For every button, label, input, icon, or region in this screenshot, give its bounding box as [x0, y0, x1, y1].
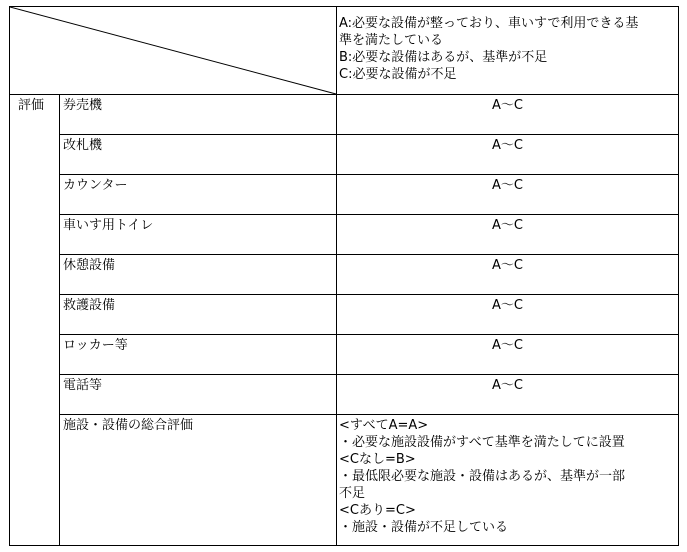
item-label: 改札機 [63, 138, 103, 153]
side-label: 評価 [18, 98, 45, 113]
item-label: カウンター [63, 178, 128, 193]
item-value: A～C [492, 378, 523, 393]
evaluation-table [9, 6, 679, 546]
item-label: 救護設備 [63, 298, 116, 313]
item-value: A～C [492, 138, 523, 153]
item-value: A～C [492, 338, 523, 353]
criteria-line: ・最低限必要な施設・設備はあるが、基準が一部 [339, 469, 626, 484]
item-value: A～C [492, 98, 523, 113]
item-label: 車いす用トイレ [63, 218, 154, 233]
item-label: 電話等 [63, 378, 103, 393]
legend-line: A:必要な設備が整っており、車いすで利用できる基 [339, 16, 639, 31]
item-value: A～C [492, 258, 523, 273]
criteria-line: ・必要な施設設備がすべて基準を満たしてに設置 [339, 435, 625, 450]
col-divider-side [59, 94, 60, 545]
criteria-line: ・施設・設備が不足している [339, 520, 509, 535]
item-label: ロッカー等 [63, 338, 128, 353]
item-label: 休憩設備 [63, 258, 116, 273]
criteria-line: <すべてA=A> [339, 418, 429, 433]
legend-line: C:必要な設備が不足 [339, 67, 457, 82]
legend-line: B:必要な設備はあるが、基準が不足 [339, 50, 548, 65]
col-divider-value [336, 7, 337, 545]
overall-criteria [339, 417, 679, 536]
criteria-line: <Cなし=B> [339, 452, 416, 467]
grade-legend [339, 15, 679, 83]
item-value: A～C [492, 298, 523, 313]
criteria-line: 不足 [339, 486, 366, 501]
legend-line: 準を満たしている [339, 33, 444, 48]
overall-label: 施設・設備の総合評価 [63, 418, 194, 433]
criteria-line: <Cあり=C> [339, 503, 416, 518]
item-value: A～C [492, 178, 523, 193]
item-label: 券売機 [63, 98, 103, 113]
header-divider [10, 94, 678, 95]
item-value: A～C [492, 218, 523, 233]
